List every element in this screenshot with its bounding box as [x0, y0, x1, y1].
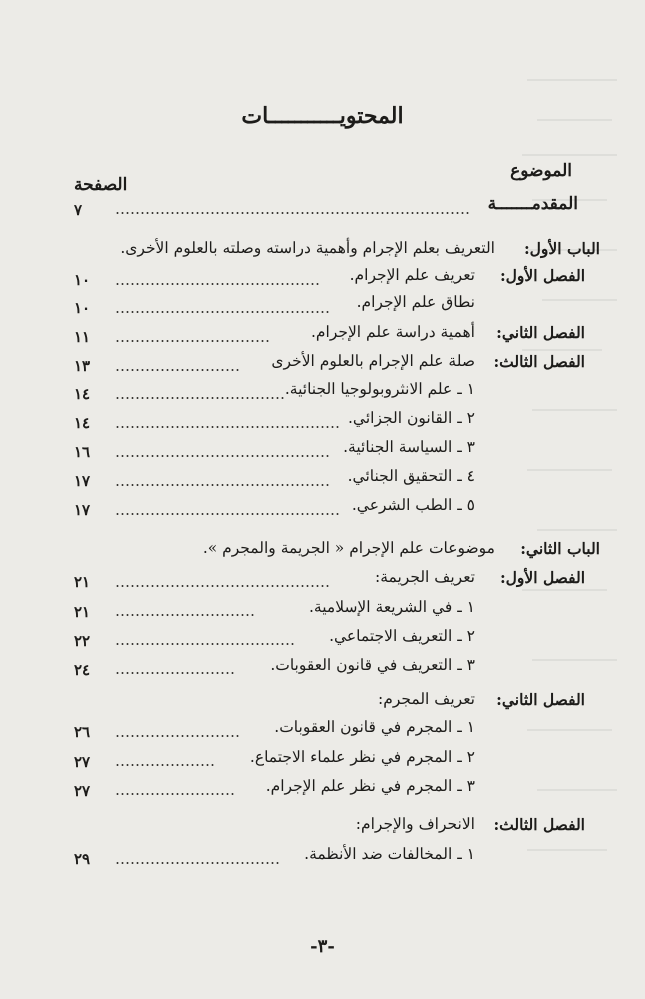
part1-item: ٥ ـ الطب الشرعي. — [351, 496, 475, 514]
part2-ch1-item-page: ٢١ — [74, 603, 91, 621]
part2-ch3-title: الانحراف والإجرام: — [355, 815, 475, 833]
leader-dots — [115, 283, 320, 285]
page-column-header: الصفحة — [74, 175, 128, 195]
part2-ch2-item: ١ ـ المجرم في قانون العقوبات. — [274, 718, 475, 736]
leader-dots — [115, 369, 240, 371]
part1-ch3-title: صلة علم الإجرام بالعلوم الأخرى — [271, 352, 475, 370]
leader-dots — [115, 585, 330, 587]
part2-ch1-label: الفصل الأول: — [499, 568, 585, 587]
leader-dots — [115, 643, 295, 645]
part1-item: ١ ـ علم الانثروبولوجيا الجنائية. — [284, 380, 475, 398]
part2-ch2-item-page: ٢٧ — [74, 753, 91, 771]
part1-item-page: ١٤ — [74, 385, 91, 403]
page-title: المحتويـــــــــــات — [241, 103, 404, 129]
part1-item-page: ١٧ — [74, 472, 91, 490]
part1-ch3-label: الفصل الثالث: — [493, 352, 585, 371]
part2-ch2-item: ٢ ـ المجرم في نظر علماء الاجتماع. — [249, 748, 475, 766]
part2-ch2-item-page: ٢٦ — [74, 723, 91, 741]
part1-item: ٤ ـ التحقيق الجنائي. — [347, 467, 475, 485]
part2-ch1-item-page: ٢٢ — [74, 632, 91, 650]
leader-dots — [115, 455, 330, 457]
part2-ch1-item-page: ٢٤ — [74, 661, 91, 679]
part1-scope-page: ١٠ — [74, 299, 91, 317]
leader-dots — [115, 614, 255, 616]
leader-dots — [115, 735, 240, 737]
part2-ch3-label: الفصل الثالث: — [493, 815, 585, 834]
leader-dots — [115, 484, 330, 486]
intro-label: المقدمـــــــة — [487, 194, 578, 214]
leader-dots — [115, 212, 470, 214]
leader-dots — [115, 764, 215, 766]
part1-ch2-label: الفصل الثاني: — [496, 323, 585, 342]
leader-dots — [115, 426, 340, 428]
part1-title: التعريف بعلم الإجرام وأهمية دراسته وصلته بالعلوم الأخرى. — [120, 239, 495, 257]
part2-ch3-item-page: ٢٩ — [74, 850, 91, 868]
part2-ch2-item: ٣ ـ المجرم في نظر علم الإجرام. — [265, 777, 475, 795]
part2-ch2-title: تعريف المجرم: — [378, 690, 475, 708]
bleed-through-texture — [517, 60, 627, 880]
part2-label: الباب الثاني: — [520, 539, 600, 558]
topic-column-header: الموضوع — [510, 161, 572, 181]
part2-title: موضوعات علم الإجرام « الجريمة والمجرم ». — [202, 539, 495, 557]
intro-page: ٧ — [74, 201, 83, 219]
part1-scope-title: نطاق علم الإجرام. — [356, 293, 475, 311]
part1-ch2-title: أهمية دراسة علم الإجرام. — [310, 323, 475, 341]
part1-item-page: ١٤ — [74, 414, 91, 432]
part1-item: ٣ ـ السياسة الجنائية. — [343, 438, 475, 456]
leader-dots — [115, 513, 340, 515]
part2-ch1-item: ٣ ـ التعريف في قانون العقوبات. — [270, 656, 475, 674]
part2-ch1-page: ٢١ — [74, 573, 91, 591]
part1-ch1-page: ١٠ — [74, 271, 91, 289]
part2-ch1-item: ١ ـ في الشريعة الإسلامية. — [308, 598, 475, 616]
part1-item-page: ١٧ — [74, 501, 91, 519]
part1-ch1-label: الفصل الأول: — [499, 266, 585, 285]
page-number: -٣- — [310, 936, 335, 957]
part1-item: ٢ ـ القانون الجزائي. — [348, 409, 475, 427]
leader-dots — [115, 862, 280, 864]
part2-ch1-item: ٢ ـ التعريف الاجتماعي. — [329, 627, 475, 645]
leader-dots — [115, 793, 235, 795]
part2-ch2-item-page: ٢٧ — [74, 782, 91, 800]
part2-ch1-title: تعريف الجريمة: — [374, 568, 475, 586]
leader-dots — [115, 397, 285, 399]
leader-dots — [115, 672, 235, 674]
part1-ch1-title: تعريف علم الإجرام. — [349, 266, 475, 284]
part2-ch2-label: الفصل الثاني: — [496, 690, 585, 709]
part1-label: الباب الأول: — [523, 239, 600, 258]
part2-ch3-item: ١ ـ المخالفات ضد الأنظمة. — [304, 845, 475, 863]
leader-dots — [115, 311, 330, 313]
part1-ch3-page: ١٣ — [74, 357, 91, 375]
part1-ch2-page: ١١ — [74, 328, 91, 346]
leader-dots — [115, 340, 270, 342]
part1-item-page: ١٦ — [74, 443, 91, 461]
